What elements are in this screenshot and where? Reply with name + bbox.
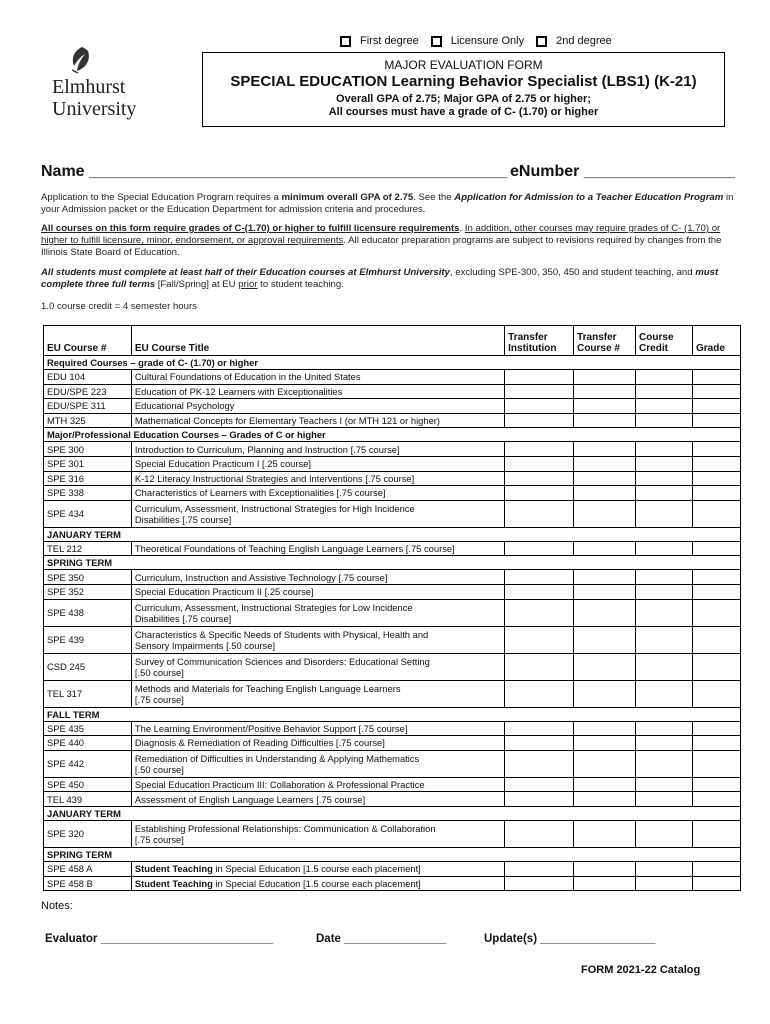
course-number: SPE 435	[44, 721, 132, 736]
course-title: Remediation of Difficulties in Understanding & Applying Mathematics [.50 course]	[131, 750, 504, 777]
transfer-institution-cell[interactable]	[505, 413, 574, 428]
course-credit-cell[interactable]	[636, 442, 693, 457]
transfer-institution-cell[interactable]	[505, 370, 574, 385]
course-title: Student Teaching in Special Education [1.5 course each placement]	[131, 861, 504, 876]
university-name: Elmhurst University	[52, 76, 137, 120]
section-header-row	[44, 806, 741, 820]
course-credit-cell[interactable]	[636, 471, 693, 486]
course-credit-cell[interactable]	[636, 750, 693, 777]
transfer-institution-cell[interactable]	[505, 736, 574, 751]
form-title: MAJOR EVALUATION FORM	[384, 58, 543, 72]
grade-requirement: All courses must have a grade of C- (1.70) or higher	[328, 106, 599, 118]
course-title: Special Education Practicum II [.25 course]	[131, 584, 504, 599]
transfer-institution-cell[interactable]	[505, 584, 574, 599]
section-title: FALL TERM	[44, 707, 741, 721]
grade-cell[interactable]	[693, 486, 741, 501]
section-title: Major/Professional Education Courses – Grades of C or higher	[44, 428, 741, 442]
transfer-course-cell[interactable]	[574, 570, 636, 585]
enumber-field[interactable]: eNumber _________________	[510, 163, 736, 180]
grade-cell[interactable]	[693, 721, 741, 736]
grade-cell[interactable]	[693, 680, 741, 707]
transfer-course-cell[interactable]	[574, 370, 636, 385]
transfer-institution-cell[interactable]	[505, 500, 574, 527]
second-degree-option[interactable]: 2nd degree	[536, 35, 612, 47]
course-number: MTH 325	[44, 413, 132, 428]
course-title: Education of PK-12 Learners with Exceptionalities	[131, 384, 504, 399]
section-header-row	[44, 556, 741, 570]
course-credit-cell[interactable]	[636, 584, 693, 599]
elmhurst-leaf-icon	[68, 46, 98, 74]
transfer-course-cell[interactable]	[574, 750, 636, 777]
transfer-institution-cell[interactable]	[505, 599, 574, 626]
course-credit-cell[interactable]	[636, 413, 693, 428]
table-row	[44, 820, 741, 847]
grade-cell[interactable]	[693, 456, 741, 471]
transfer-course-cell[interactable]	[574, 384, 636, 399]
course-credit-cell[interactable]	[636, 626, 693, 653]
transfer-institution-cell[interactable]	[505, 792, 574, 807]
transfer-institution-cell[interactable]	[505, 442, 574, 457]
course-title: Assessment of English Language Learners [.75 course]	[131, 792, 504, 807]
table-row	[44, 721, 741, 736]
transfer-institution-cell[interactable]	[505, 456, 574, 471]
course-credit-cell[interactable]	[636, 599, 693, 626]
course-number: SPE 458 B	[44, 876, 132, 891]
course-credit-cell[interactable]	[636, 570, 693, 585]
table-row	[44, 680, 741, 707]
course-title: Mathematical Concepts for Elementary Teachers I (or MTH 121 or higher)	[131, 413, 504, 428]
course-credit-cell[interactable]	[636, 653, 693, 680]
grade-cell[interactable]	[693, 750, 741, 777]
grade-cell[interactable]	[693, 820, 741, 847]
table-row	[44, 471, 741, 486]
grade-cell[interactable]	[693, 399, 741, 414]
table-row	[44, 876, 741, 891]
transfer-institution-cell[interactable]	[505, 876, 574, 891]
transfer-course-cell[interactable]	[574, 680, 636, 707]
transfer-course-cell[interactable]	[574, 399, 636, 414]
section-header-row	[44, 527, 741, 541]
course-credit-cell[interactable]	[636, 500, 693, 527]
transfer-course-cell[interactable]	[574, 456, 636, 471]
transfer-institution-cell[interactable]	[505, 384, 574, 399]
course-number: CSD 245	[44, 653, 132, 680]
table-row	[44, 413, 741, 428]
section-header-row	[44, 356, 741, 370]
section-header-row	[44, 707, 741, 721]
grade-cell[interactable]	[693, 876, 741, 891]
transfer-course-cell[interactable]	[574, 599, 636, 626]
grade-cell[interactable]	[693, 570, 741, 585]
course-number: SPE 439	[44, 626, 132, 653]
course-number: SPE 301	[44, 456, 132, 471]
course-title: Educational Psychology	[131, 399, 504, 414]
transfer-course-cell[interactable]	[574, 792, 636, 807]
course-credit-cell[interactable]	[636, 876, 693, 891]
course-credit-cell[interactable]	[636, 721, 693, 736]
grade-cell[interactable]	[693, 500, 741, 527]
updates-field[interactable]: Update(s) __________________	[484, 933, 656, 945]
first-degree-option[interactable]: First degree	[340, 35, 419, 47]
admission-paragraph: Application to the Special Education Program requires a minimum overall GPA of 2.75. See the Application for Admission to a Teacher Education Program in your Admission packet or the Education Department for admission criteria and procedures.	[41, 192, 734, 215]
course-number: SPE 352	[44, 584, 132, 599]
notes-label: Notes:	[41, 900, 73, 912]
section-title: SPRING TERM	[44, 556, 741, 570]
transfer-course-cell[interactable]	[574, 413, 636, 428]
course-number: EDU/SPE 311	[44, 399, 132, 414]
course-title: Theoretical Foundations of Teaching English Language Learners [.75 course]	[131, 541, 504, 556]
table-row	[44, 486, 741, 501]
section-title: SPRING TERM	[44, 847, 741, 861]
course-credit-cell[interactable]	[636, 456, 693, 471]
course-title: Survey of Communication Sciences and Disorders: Educational Setting [.50 course]	[131, 653, 504, 680]
transfer-institution-cell[interactable]	[505, 861, 574, 876]
first-degree-checkbox[interactable]	[340, 36, 351, 47]
transfer-course-cell[interactable]	[574, 626, 636, 653]
table-row	[44, 399, 741, 414]
table-row	[44, 792, 741, 807]
name-row	[41, 163, 741, 181]
transfer-institution-cell[interactable]	[505, 626, 574, 653]
course-title: K-12 Literacy Instructional Strategies and Interventions [.75 course]	[131, 471, 504, 486]
table-row	[44, 736, 741, 751]
course-number: SPE 438	[44, 599, 132, 626]
transfer-course-cell[interactable]	[574, 777, 636, 792]
licensure-only-checkbox[interactable]	[431, 36, 442, 47]
course-credit-cell[interactable]	[636, 777, 693, 792]
transfer-course-cell[interactable]	[574, 861, 636, 876]
transfer-institution-cell[interactable]	[505, 777, 574, 792]
transfer-course-cell[interactable]	[574, 876, 636, 891]
course-title: Methods and Materials for Teaching English Language Learners [.75 course]	[131, 680, 504, 707]
grade-cell[interactable]	[693, 413, 741, 428]
grade-cell[interactable]	[693, 736, 741, 751]
course-title: Curriculum, Assessment, Instructional Strategies for High Incidence Disabilities [.75 course]	[131, 500, 504, 527]
section-header-row	[44, 847, 741, 861]
course-credit-cell[interactable]	[636, 680, 693, 707]
transfer-institution-cell[interactable]	[505, 486, 574, 501]
course-number: EDU 104	[44, 370, 132, 385]
course-title: Diagnosis & Remediation of Reading Difficulties [.75 course]	[131, 736, 504, 751]
transfer-course-cell[interactable]	[574, 721, 636, 736]
residency-paragraph: All students must complete at least half of their Education courses at Elmhurst University, excluding SPE-300, 350, 450 and student teaching, and must complete three full terms [Fall/Spring] at EU prior to student teaching.	[41, 267, 719, 290]
transfer-institution-cell[interactable]	[505, 399, 574, 414]
section-title: Required Courses – grade of C- (1.70) or higher	[44, 356, 741, 370]
section-title: JANUARY TERM	[44, 806, 741, 820]
header-course: EU Course #	[44, 326, 132, 356]
transfer-course-cell[interactable]	[574, 471, 636, 486]
grade-cell[interactable]	[693, 653, 741, 680]
course-title: The Learning Environment/Positive Behavior Support [.75 course]	[131, 721, 504, 736]
course-number: SPE 320	[44, 820, 132, 847]
table-header	[44, 326, 741, 356]
header-transfer-institution: Transfer Institution	[505, 326, 574, 356]
section-header-row	[44, 428, 741, 442]
transfer-institution-cell[interactable]	[505, 721, 574, 736]
grade-cell[interactable]	[693, 792, 741, 807]
transfer-institution-cell[interactable]	[505, 541, 574, 556]
course-credit-cell[interactable]	[636, 486, 693, 501]
transfer-course-cell[interactable]	[574, 736, 636, 751]
course-title: Special Education Practicum III: Collaboration & Professional Practice	[131, 777, 504, 792]
table-row	[44, 626, 741, 653]
table-row	[44, 541, 741, 556]
transfer-course-cell[interactable]	[574, 653, 636, 680]
table-row	[44, 570, 741, 585]
course-credit-cell[interactable]	[636, 820, 693, 847]
gpa-requirement: Overall GPA of 2.75; Major GPA of 2.75 or higher;	[336, 93, 591, 105]
table-row	[44, 599, 741, 626]
transfer-course-cell[interactable]	[574, 584, 636, 599]
transfer-institution-cell[interactable]	[505, 653, 574, 680]
table-row	[44, 777, 741, 792]
transfer-course-cell[interactable]	[574, 442, 636, 457]
course-credit-cell[interactable]	[636, 370, 693, 385]
degree-options	[340, 35, 624, 47]
course-number: SPE 316	[44, 471, 132, 486]
transfer-course-cell[interactable]	[574, 500, 636, 527]
transfer-course-cell[interactable]	[574, 486, 636, 501]
course-title: Introduction to Curriculum, Planning and Instruction [.75 course]	[131, 442, 504, 457]
grade-cell[interactable]	[693, 370, 741, 385]
table-row	[44, 500, 741, 527]
elmhurst-logo	[52, 46, 152, 122]
form-version: FORM 2021-22 Catalog	[581, 964, 701, 976]
course-title: Curriculum, Assessment, Instructional Strategies for Low Incidence Disabilities [.75 course]	[131, 599, 504, 626]
grade-paragraph: All courses on this form require grades of C-(1.70) or higher to fulfill licensure requirements. In addition, other courses may require grades of C- (1.70) or higher to fulfill licensure, minor, endorsement, or approval requirements. All educator preparation programs are subject to revisions required by changes from the Illinois State Board of Education.	[41, 223, 722, 258]
course-title: Student Teaching in Special Education [1.5 course each placement]	[131, 876, 504, 891]
course-title: Curriculum, Instruction and Assistive Technology [.75 course]	[131, 570, 504, 585]
course-credit-cell[interactable]	[636, 792, 693, 807]
transfer-institution-cell[interactable]	[505, 750, 574, 777]
course-title: Cultural Foundations of Education in the United States	[131, 370, 504, 385]
course-number: TEL 212	[44, 541, 132, 556]
course-credit-cell[interactable]	[636, 736, 693, 751]
grade-cell[interactable]	[693, 626, 741, 653]
course-table	[43, 325, 741, 891]
program-title: SPECIAL EDUCATION Learning Behavior Specialist (LBS1) (K-21)	[230, 73, 697, 90]
form-header	[202, 52, 725, 127]
grade-cell[interactable]	[693, 442, 741, 457]
table-row	[44, 442, 741, 457]
course-credit-cell[interactable]	[636, 541, 693, 556]
course-number: SPE 350	[44, 570, 132, 585]
evaluator-field[interactable]: Evaluator ___________________________	[45, 933, 274, 945]
transfer-course-cell[interactable]	[574, 541, 636, 556]
grade-cell[interactable]	[693, 541, 741, 556]
table-row	[44, 370, 741, 385]
grade-cell[interactable]	[693, 777, 741, 792]
course-credit-cell[interactable]	[636, 399, 693, 414]
table-row	[44, 861, 741, 876]
course-number: SPE 300	[44, 442, 132, 457]
table-row	[44, 384, 741, 399]
licensure-only-option[interactable]: Licensure Only	[431, 35, 524, 47]
header-credit: Course Credit	[636, 326, 693, 356]
course-number: TEL 439	[44, 792, 132, 807]
course-number: SPE 440	[44, 736, 132, 751]
grade-cell[interactable]	[693, 599, 741, 626]
transfer-course-cell[interactable]	[574, 820, 636, 847]
second-degree-checkbox[interactable]	[536, 36, 547, 47]
course-credit-cell[interactable]	[636, 384, 693, 399]
grade-cell[interactable]	[693, 584, 741, 599]
course-title: Characteristics & Specific Needs of Students with Physical, Health and Sensory Impairments [.50 course]	[131, 626, 504, 653]
course-credit-cell[interactable]	[636, 861, 693, 876]
transfer-institution-cell[interactable]	[505, 820, 574, 847]
course-number: TEL 317	[44, 680, 132, 707]
header-grade: Grade	[693, 326, 741, 356]
course-number: EDU/SPE 223	[44, 384, 132, 399]
transfer-institution-cell[interactable]	[505, 570, 574, 585]
course-title: Characteristics of Learners with Exceptionalities [.75 course]	[131, 486, 504, 501]
date-field[interactable]: Date ________________	[316, 933, 447, 945]
course-title: Special Education Practicum I [.25 course]	[131, 456, 504, 471]
course-number: SPE 458 A	[44, 861, 132, 876]
course-title: Establishing Professional Relationships: Communication & Collaboration [.75 course]	[131, 820, 504, 847]
transfer-institution-cell[interactable]	[505, 680, 574, 707]
table-row	[44, 750, 741, 777]
grade-cell[interactable]	[693, 471, 741, 486]
header-title: EU Course Title	[131, 326, 504, 356]
name-field[interactable]: Name _______________________________________________	[41, 163, 508, 180]
course-number: SPE 338	[44, 486, 132, 501]
table-row	[44, 653, 741, 680]
section-title: JANUARY TERM	[44, 527, 741, 541]
course-number: SPE 434	[44, 500, 132, 527]
course-number: SPE 442	[44, 750, 132, 777]
header-transfer-course: Transfer Course #	[574, 326, 636, 356]
grade-cell[interactable]	[693, 384, 741, 399]
grade-cell[interactable]	[693, 861, 741, 876]
transfer-institution-cell[interactable]	[505, 471, 574, 486]
credit-note: 1.0 course credit = 4 semester hours	[41, 301, 197, 312]
table-row	[44, 456, 741, 471]
table-row	[44, 584, 741, 599]
course-number: SPE 450	[44, 777, 132, 792]
